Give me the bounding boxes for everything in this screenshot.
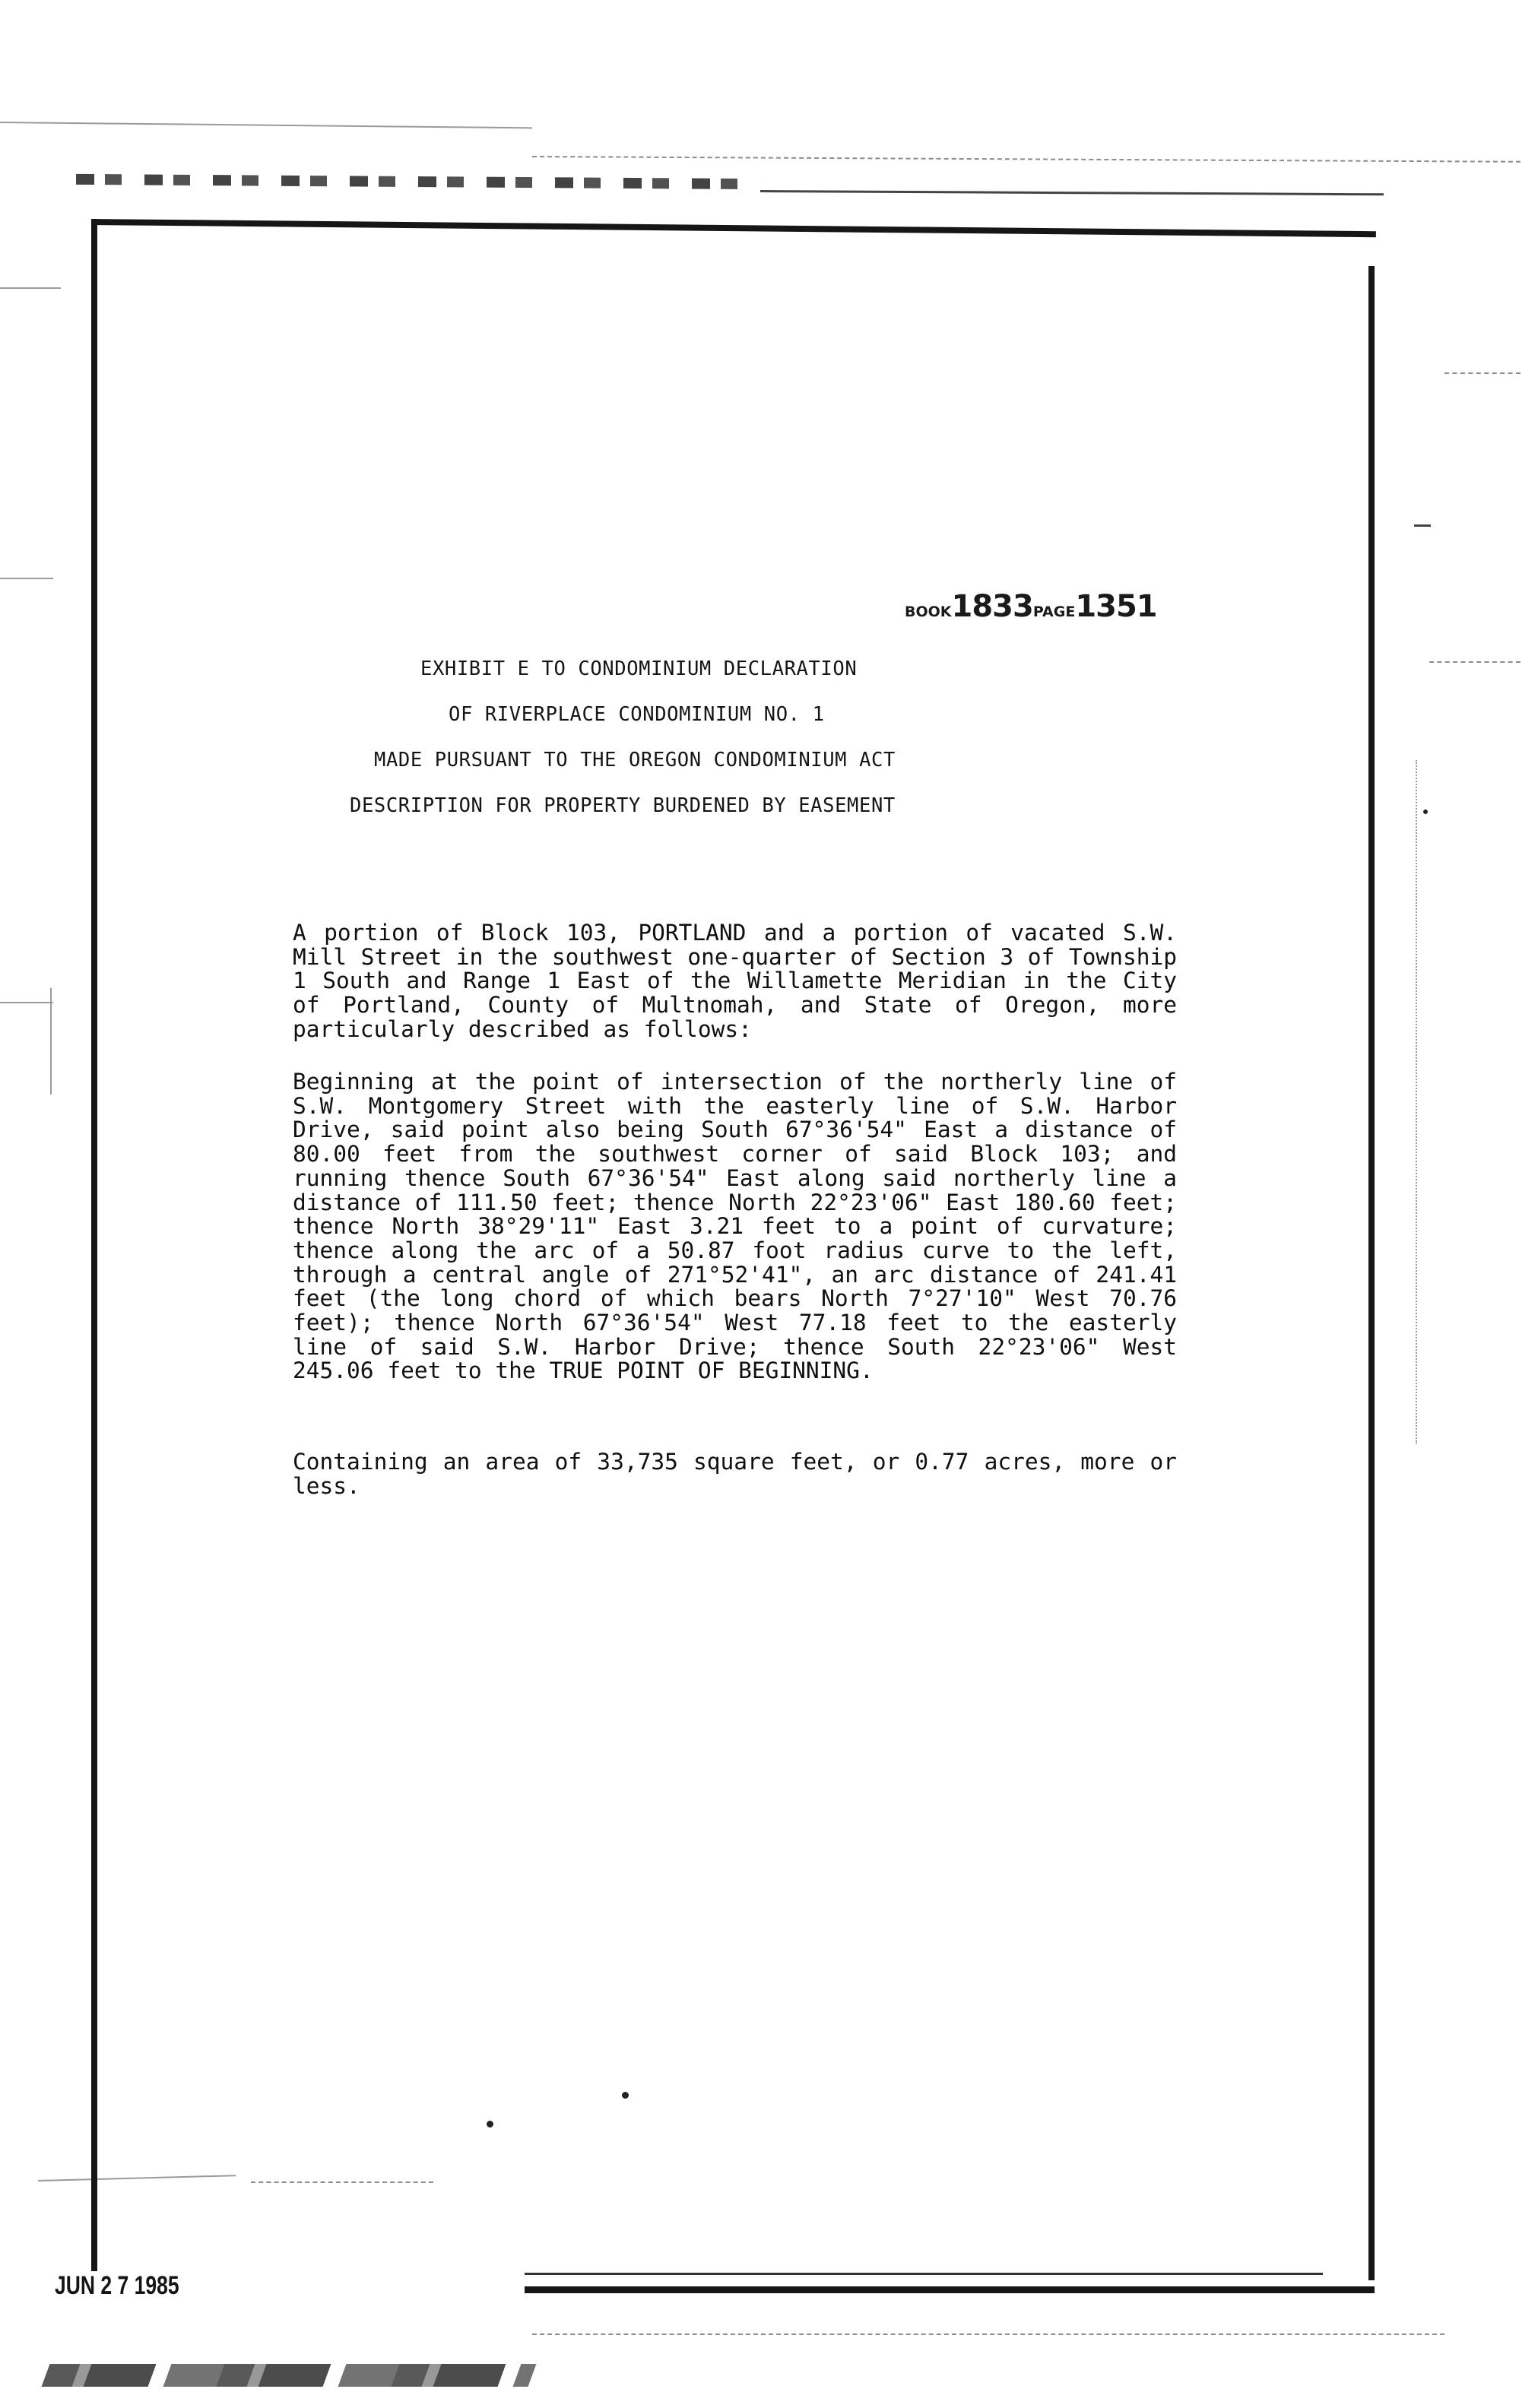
scan-artifact-line [0,287,61,289]
book-label: BOOK [905,604,952,620]
document-frame-bottom-thin [525,2273,1323,2275]
document-frame-top [91,219,1376,237]
scan-artifact-line [760,190,1384,195]
scan-artifact-line [1444,372,1521,374]
scan-artifact-line [1416,760,1417,1444]
scan-artifact-line [1414,524,1431,527]
book-number: 1833 [951,589,1033,624]
date-stamp: JUN 2 7 1985 [55,2271,179,2300]
scan-artifact-line [1429,661,1521,663]
scan-artifact-line [38,2175,236,2181]
page-number: 1351 [1075,589,1157,624]
scan-artifact-smudge [42,2364,537,2387]
paragraph-area: Containing an area of 33,735 square feet, or 0.77 acres, more or less. [293,1449,1177,1499]
paragraph-portion: A portion of Block 103, PORTLAND and a portion of vacated S.W. Mill Street in the southwest one-quarter of Section 3 of Township 1 South and Range 1 East of the Willamette Meridian in the City of Portland, County of Multnomah, and State of Oregon, more particularly described as follows: [293,920,1177,1042]
scan-artifact-line [532,2334,1444,2335]
heading-description: DESCRIPTION FOR PROPERTY BURDENED BY EASEMENT [350,794,896,817]
scan-artifact-line [0,1002,53,1003]
scan-artifact-line [50,988,52,1095]
scan-artifact-smudge [76,174,760,189]
document-frame-right [1368,266,1375,2280]
scan-artifact-line [0,578,53,579]
scan-artifact-dot [622,2092,629,2099]
paragraph-beginning: Beginning at the point of intersection of the northerly line of S.W. Montgomery Street with the easterly line of S.W. Harbor Drive, said point also being South 67°36'54" East a distance of 80.00 feet from the southwest corner of said Block 103; and running thence South 67°36'54" East along said northerly line a distance of 111.50 feet; thence North 22°23'06" East 180.60 feet; thence North 38°29'11" East 3.21 feet to a point of curvature; thence along the arc of a 50.87 foot radius curve to the left, through a central angle of 271°52'41", an arc distance of 241.41 feet (the long chord of which bears North 7°27'10" West 70.76 feet); thence North 67°36'54" West 77.18 feet to the easterly line of said S.W. Harbor Drive; thence South 22°23'06" West 245.06 feet to the TRUE POINT OF BEGINNING. [293,1069,1177,1384]
scan-artifact-line [251,2181,433,2183]
page-label: PAGE [1032,604,1076,620]
document-frame-left [91,219,97,2271]
recording-stamp [905,591,1157,622]
document-frame-bottom [525,2286,1375,2293]
heading-pursuant: MADE PURSUANT TO THE OREGON CONDOMINIUM ACT [374,749,896,772]
scan-artifact-dot [487,2121,493,2128]
scan-artifact-dot [1423,810,1428,814]
scan-artifact-line [532,156,1521,163]
heading-condominium: OF RIVERPLACE CONDOMINIUM NO. 1 [449,703,825,726]
scan-artifact-line [0,122,532,128]
heading-exhibit: EXHIBIT E TO CONDOMINIUM DECLARATION [420,657,858,680]
